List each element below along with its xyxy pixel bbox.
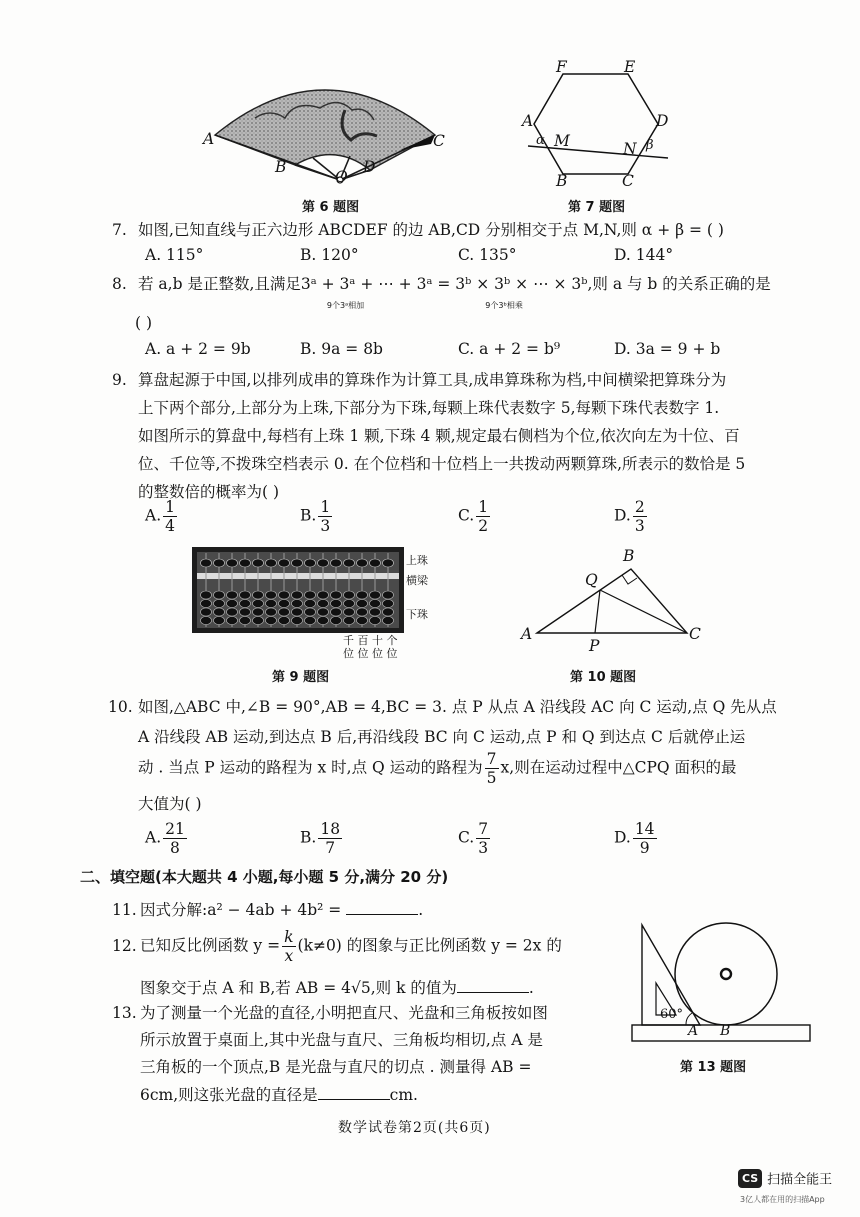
abacus-lower-bead	[331, 591, 342, 599]
abacus-lower-bead	[240, 608, 251, 616]
fig7-caption: 第 7 题图	[568, 200, 626, 215]
abacus-lower-bead	[305, 600, 316, 608]
fan-label-d: D	[363, 158, 376, 176]
abacus-upper-bead	[370, 559, 381, 567]
q9-line-3: 如图所示的算盘中,每档有上珠 1 颗,下珠 4 颗,规定最右侧档为个位,依次向左为十位、百	[138, 427, 740, 445]
abacus-lower-bead	[305, 591, 316, 599]
abacus-lower-bead	[227, 608, 238, 616]
abacus-upper-bead	[227, 559, 238, 567]
q8-post: ,则 a 与 b 的关系正确的是	[587, 275, 771, 293]
q10-b-den: 7	[325, 839, 336, 857]
q10-a-label: A.	[145, 828, 162, 847]
q12-fraction	[282, 928, 295, 965]
hex-label-n: N	[623, 140, 637, 158]
q9-line-1	[112, 366, 812, 394]
tri-label-a: A	[521, 625, 533, 643]
abacus-lower-bead	[383, 591, 394, 599]
q10-b-num: 18	[320, 820, 341, 838]
question-12	[112, 928, 562, 965]
hex-label-beta: β	[646, 138, 654, 153]
q12-frac-den: x	[284, 947, 294, 965]
tri-label-c: C	[689, 625, 701, 643]
question-10	[108, 692, 808, 752]
abacus-figure	[192, 547, 404, 633]
q8-option-a: A. a + 2 = 9b	[145, 340, 251, 358]
q10-line-2: A 沿线段 AB 运动,到达点 B 后,再沿线段 BC 向 C 运动,点 P 和 Q 到达点 C 后就停止运	[138, 728, 746, 746]
q12-frac-num: k	[284, 928, 294, 946]
abacus-lower-bead	[383, 608, 394, 616]
abacus-lower-bead	[344, 591, 355, 599]
abacus-lower-bead	[370, 617, 381, 625]
abacus-lower-bead	[331, 600, 342, 608]
abacus-lower-bead	[370, 608, 381, 616]
q11-answer-blank[interactable]	[346, 896, 418, 915]
q7-text: 如图,已知直线与正六边形 ABCDEF 的边 AB,CD 分别相交于点 M,N,则 α + β = ( )	[138, 221, 724, 239]
q7-option-d: D. 144°	[614, 246, 674, 264]
hex-label-e: E	[624, 58, 636, 76]
fan-label-c: C	[433, 132, 445, 150]
q8-prod-group	[455, 270, 588, 310]
q9-b-label: B.	[300, 506, 317, 525]
abacus-lower-bead	[279, 617, 290, 625]
tri-label-q: Q	[585, 571, 598, 589]
q8-option-b: B. 9a = 8b	[300, 340, 383, 358]
q9-option-c	[458, 498, 492, 535]
abacus-upper-bead	[266, 559, 277, 567]
abacus-lower-bead	[253, 617, 264, 625]
q9-d-label: D.	[614, 506, 631, 525]
q10-ratio-den: 5	[486, 769, 497, 787]
q11-number: 11.	[112, 901, 137, 919]
q10-option-c	[458, 820, 492, 857]
abacus-lower-bead	[279, 591, 290, 599]
abacus-drawing	[192, 547, 404, 633]
fan-label-o: O	[335, 168, 348, 186]
abacus-upper-bead	[383, 559, 394, 567]
abacus-upper-bead	[318, 559, 329, 567]
abacus-lower-bead	[318, 617, 329, 625]
cs-logo-icon: CS	[738, 1169, 762, 1188]
q10-text-3a: 动 . 当点 P 运动的路程为 x 时,点 Q 运动的路程为	[138, 758, 483, 777]
q10-d-fraction	[633, 820, 657, 857]
q10-c-num: 7	[478, 820, 489, 838]
q9-line-4: 位、千位等,不拨珠空档表示 0. 在个位档和十位档上一共拨动两颗算珠,所表示的数恰是 5	[138, 455, 746, 473]
scanner-brand: 扫描全能王	[767, 1172, 833, 1188]
abacus-lower-bead	[357, 591, 368, 599]
q10-ratio-num: 7	[486, 750, 497, 768]
question-9	[112, 366, 812, 506]
fig6-caption: 第 6 题图	[302, 200, 360, 215]
abacus-lower-bead	[227, 617, 238, 625]
section-2-title: 二、填空题(本大题共 4 小题,每小题 5 分,满分 20 分)	[80, 868, 449, 886]
q8-eq: =	[432, 275, 456, 293]
q10-text-3b: x,则在运动过程中△CPQ 面积的最	[500, 758, 737, 777]
abacus-lower-bead	[201, 591, 212, 599]
hex-label-f: F	[556, 58, 567, 76]
abacus-lower-bead	[279, 608, 290, 616]
q8-sum-note: 9个3ᵃ相加	[326, 301, 365, 310]
triangle-figure	[515, 545, 705, 655]
q9-a-fraction	[163, 498, 177, 535]
q10-d-den: 9	[639, 839, 650, 857]
abacus-lower-bead	[318, 600, 329, 608]
abacus-lower-bead	[292, 617, 303, 625]
q10-d-num: 14	[634, 820, 655, 838]
abacus-lower-bead	[214, 608, 225, 616]
q13-text-3: 三角板的一个顶点,B 是光盘与直尺的切点 . 测量得 AB =	[140, 1058, 532, 1076]
q12-pre: 已知反比例函数 y =	[140, 936, 281, 955]
q9-b-fraction	[318, 498, 332, 535]
q7-option-a: A. 115°	[145, 246, 204, 264]
q8-paren: ( )	[135, 314, 153, 332]
question-11	[112, 896, 423, 923]
fan-label-a: A	[203, 130, 215, 148]
q13-line-1	[112, 1000, 612, 1027]
q13-unit: cm.	[389, 1086, 418, 1104]
abacus-lower-bead	[266, 617, 277, 625]
abacus-upper-bead	[305, 559, 316, 567]
q9-line-5: 的整数倍的概率为( )	[138, 483, 280, 501]
abacus-lower-bead	[292, 591, 303, 599]
q10-d-label: D.	[614, 828, 631, 847]
q9-b-num: 1	[320, 498, 331, 516]
q10-c-den: 3	[478, 839, 489, 857]
hex-label-c: C	[622, 172, 634, 190]
abacus-label-beam: 横梁	[406, 574, 428, 587]
hex-label-b: B	[556, 172, 568, 190]
hex-label-d: D	[656, 112, 669, 130]
q10-b-fraction	[318, 820, 342, 857]
abacus-lower-bead	[240, 600, 251, 608]
q8-sum-group	[300, 270, 433, 310]
q9-c-fraction	[476, 498, 490, 535]
abacus-lower-bead	[253, 600, 264, 608]
q9-text-1: 算盘起源于中国,以排列成串的算珠作为计算工具,成串算珠称为档,中间横梁把算珠分为	[138, 371, 727, 389]
question-13	[112, 1000, 612, 1109]
abacus-lower-bead	[214, 617, 225, 625]
abacus-lower-bead	[357, 600, 368, 608]
abacus-lower-bead	[344, 600, 355, 608]
q8-option-d: D. 3a = 9 + b	[614, 340, 721, 358]
scanner-tagline: 3亿人都在用的扫描App	[740, 1195, 825, 1204]
q13-line-4	[112, 1081, 612, 1109]
hexagon-drawing	[518, 58, 678, 193]
q10-c-fraction	[476, 820, 490, 857]
abacus-lower-bead	[227, 591, 238, 599]
abacus-upper-bead	[214, 559, 225, 567]
abacus-lower-bead	[214, 600, 225, 608]
q9-c-label: C.	[458, 506, 475, 525]
tri-label-b: B	[623, 547, 635, 565]
q11-end: .	[418, 901, 424, 919]
abacus-place-names: 千 百 十 个	[343, 634, 398, 647]
abacus-lower-bead	[201, 617, 212, 625]
fig10-caption: 第 10 题图	[570, 670, 637, 685]
abacus-lower-bead	[253, 608, 264, 616]
q10-option-a	[145, 820, 189, 857]
abacus-lower-bead	[318, 591, 329, 599]
q9-b-den: 3	[320, 517, 331, 535]
tri-label-p: P	[589, 637, 600, 655]
fig13-caption: 第 13 题图	[680, 1060, 747, 1075]
q10-option-b	[300, 820, 344, 857]
abacus-lower-bead	[292, 608, 303, 616]
disc-angle-label: 60°	[660, 1007, 684, 1022]
abacus-lower-bead	[214, 591, 225, 599]
q10-number: 10.	[108, 698, 133, 716]
question-8	[112, 270, 812, 310]
abacus-lower-bead	[266, 591, 277, 599]
q9-option-d	[614, 498, 649, 535]
fan-figure	[195, 70, 455, 190]
abacus-lower-bead	[344, 608, 355, 616]
q9-number: 9.	[112, 371, 127, 389]
q9-d-fraction	[633, 498, 647, 535]
abacus-lower-bead	[383, 600, 394, 608]
abacus-lower-bead	[266, 608, 277, 616]
q10-text-1: 如图,△ABC 中,∠B = 90°,AB = 4,BC = 3. 点 P 从点 A 沿线段 AC 向 C 运动,点 Q 先从点	[138, 698, 777, 716]
abacus-label-lower: 下珠	[406, 608, 428, 621]
abacus-place-suffix: 位 位 位 位	[343, 647, 398, 660]
q9-d-den: 3	[634, 517, 645, 535]
q13-number: 13.	[112, 1004, 137, 1022]
abacus-lower-bead	[370, 591, 381, 599]
abacus-lower-bead	[331, 617, 342, 625]
abacus-lower-bead	[279, 600, 290, 608]
abacus-lower-bead	[292, 600, 303, 608]
q10-a-fraction	[163, 820, 187, 857]
q10-b-label: B.	[300, 828, 317, 847]
q7-number: 7.	[112, 221, 127, 239]
q10-line-4: 大值为( )	[138, 795, 202, 813]
abacus-upper-bead	[253, 559, 264, 567]
triangle-drawing	[515, 545, 705, 655]
abacus-lower-bead	[201, 608, 212, 616]
q13-answer-blank[interactable]	[318, 1081, 390, 1100]
abacus-lower-bead	[357, 617, 368, 625]
abacus-lower-bead	[344, 617, 355, 625]
abacus-upper-bead	[292, 559, 303, 567]
q12-post: (k≠0) 的图象与正比例函数 y = 2x 的	[297, 936, 562, 955]
q12-line-2	[140, 974, 534, 998]
abacus-lower-bead	[227, 600, 238, 608]
hex-label-a: A	[522, 112, 534, 130]
hex-label-alpha: α	[536, 133, 545, 148]
q10-a-num: 21	[165, 820, 185, 838]
q12-answer-blank[interactable]	[457, 974, 529, 993]
abacus-lower-bead	[305, 617, 316, 625]
q11-text: 因式分解:a² − 4ab + 4b² =	[140, 901, 342, 919]
abacus-upper-bead	[279, 559, 290, 567]
fig9-caption: 第 9 题图	[272, 670, 330, 685]
hexagon-figure	[518, 58, 678, 193]
abacus-lower-bead	[253, 591, 264, 599]
abacus-lower-bead	[266, 600, 277, 608]
abacus-upper-bead	[344, 559, 355, 567]
q9-a-num: 1	[165, 498, 175, 516]
fan-label-b: B	[275, 158, 287, 176]
abacus-lower-bead	[370, 600, 381, 608]
abacus-lower-bead	[240, 617, 251, 625]
abacus-lower-bead	[318, 608, 329, 616]
hex-label-m: M	[554, 132, 570, 150]
q9-a-label: A.	[145, 506, 162, 525]
q12-end: .	[528, 979, 534, 997]
q9-line-2: 上下两个部分,上部分为上珠,下部分为下珠,每颗上珠代表数字 5,每颗下珠代表数字 1.	[138, 399, 720, 417]
q8-option-c: C. a + 2 = b⁹	[458, 340, 561, 358]
q10-a-den: 8	[170, 839, 180, 857]
abacus-label-upper: 上珠	[406, 554, 428, 567]
q10-line-3	[138, 750, 737, 787]
disc-label-b: B	[720, 1023, 731, 1039]
q10-option-d	[614, 820, 659, 857]
disc-label-a: A	[688, 1023, 699, 1039]
q12-number: 12.	[112, 936, 137, 955]
abacus-lower-bead	[240, 591, 251, 599]
q12-text-2: 图象交于点 A 和 B,若 AB = 4√5,则 k 的值为	[140, 979, 457, 997]
q10-c-label: C.	[458, 828, 475, 847]
q10-ratio-fraction	[485, 750, 499, 787]
fan-drawing	[195, 70, 455, 190]
q9-c-num: 1	[478, 498, 489, 516]
q13-text-1: 为了测量一个光盘的直径,小明把直尺、光盘和三角板按如图	[140, 1004, 548, 1022]
q9-option-a	[145, 498, 179, 535]
abacus-lower-bead	[331, 608, 342, 616]
q9-option-b	[300, 498, 334, 535]
q13-text-4: 6cm,则这张光盘的直径是	[140, 1086, 318, 1104]
abacus-lower-bead	[357, 608, 368, 616]
q8-number: 8.	[112, 275, 127, 293]
q8-prod-note: 9个3ᵇ相乘	[485, 301, 523, 310]
abacus-upper-bead	[201, 559, 212, 567]
q8-pre: 若 a,b 是正整数,且满足	[138, 275, 301, 293]
abacus-upper-bead	[357, 559, 368, 567]
q13-text-2: 所示放置于桌面上,其中光盘与直尺、三角板均相切,点 A 是	[140, 1031, 543, 1049]
q9-a-den: 4	[165, 517, 175, 535]
page-footer: 数学试卷第2页(共6页)	[338, 1120, 491, 1136]
abacus-lower-bead	[305, 608, 316, 616]
q8-prod-expr: 3ᵇ × 3ᵇ × ⋯ × 3ᵇ	[455, 275, 588, 293]
q7-option-b: B. 120°	[300, 246, 359, 264]
q9-d-num: 2	[634, 498, 645, 516]
q8-sum-expr: 3ᵃ + 3ᵃ + ⋯ + 3ᵃ	[300, 275, 433, 293]
abacus-upper-bead	[331, 559, 342, 567]
q9-c-den: 2	[478, 517, 489, 535]
q7-option-c: C. 135°	[458, 246, 517, 264]
scanner-watermark	[738, 1168, 832, 1188]
q10-line-1	[108, 692, 808, 722]
abacus-lower-bead	[201, 600, 212, 608]
abacus-lower-bead	[383, 617, 394, 625]
abacus-upper-bead	[240, 559, 251, 567]
disc-figure	[630, 915, 815, 1045]
question-7	[112, 216, 812, 244]
